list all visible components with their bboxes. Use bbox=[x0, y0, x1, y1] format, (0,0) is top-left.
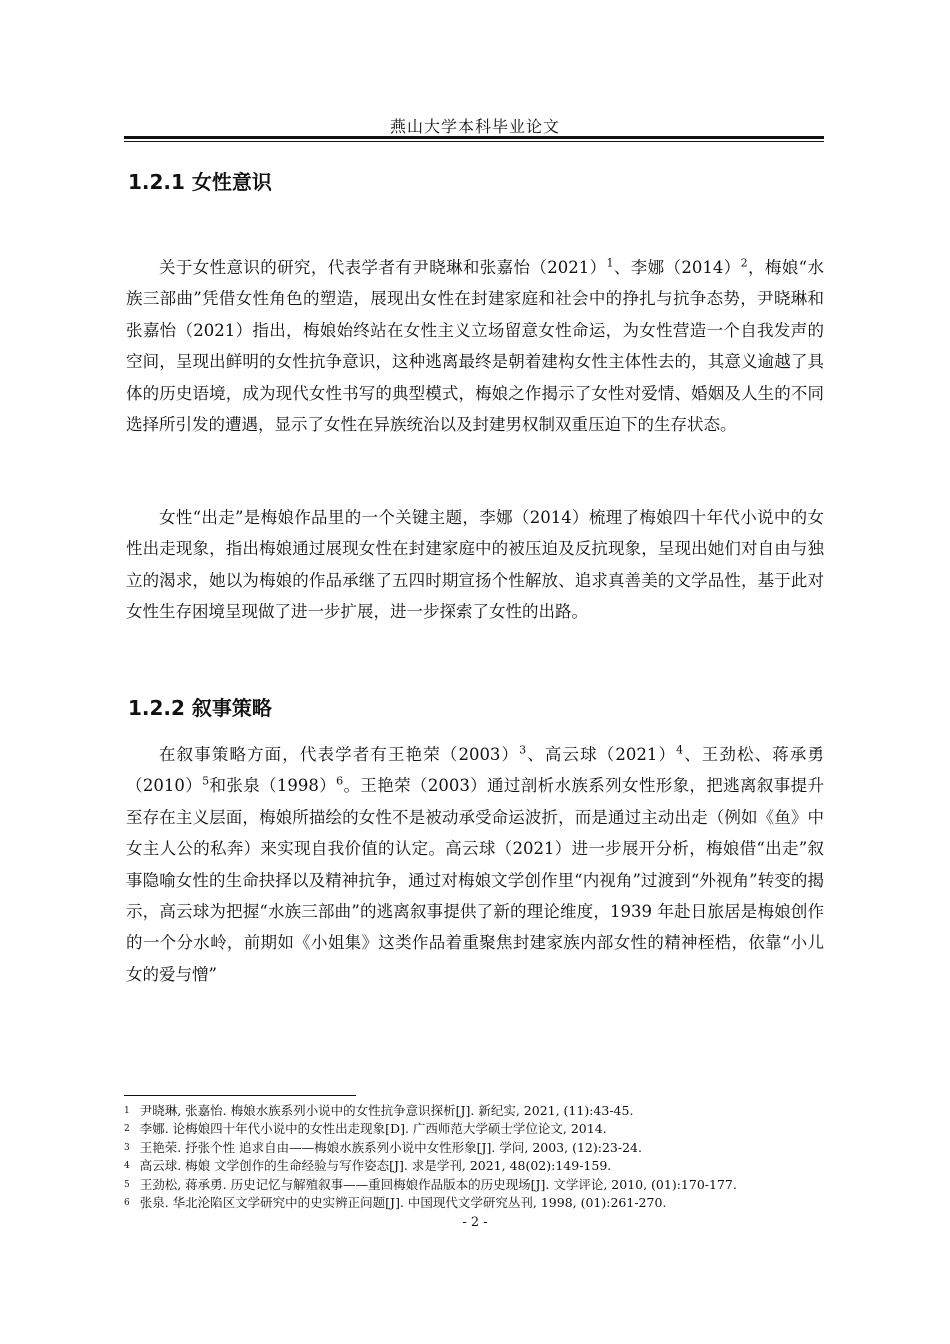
header-rule-thick bbox=[124, 136, 824, 139]
paragraph-text: 女性“出走”是梅娘作品里的一个关键主题，李娜（2014）梳理了梅娘四十年代小说中的女性出走现象，指出梅娘通过展现女性在封建家庭中的被压迫及反抗现象，呈现出她们对自由与独立的渴求，她以为梅娘的作品承继了五四时期宣扬个性解放、追求真善美的文学品性，基于此对女性生存困境呈现做了进一步扩展，进一步探索了女性的出路。 bbox=[126, 508, 824, 622]
footnote-number: 2 bbox=[124, 1124, 130, 1135]
paragraph-female-consciousness-2 bbox=[126, 502, 824, 628]
thesis-header-title: 燕山大学本科毕业论文 bbox=[389, 117, 560, 136]
paragraph-text: 、高云球（2021） bbox=[526, 745, 677, 764]
paragraph-female-consciousness-1 bbox=[126, 252, 824, 440]
footnote-text: 高云球. 梅娘 文学创作的生命经验与写作姿态[J]. 求是学刊, 2021, 48(02):149-159. bbox=[139, 1158, 612, 1174]
footnote-separator bbox=[124, 1095, 356, 1096]
footnote-ref: 3 bbox=[519, 743, 527, 757]
paragraph-text: 在叙事策略方面，代表学者有王艳荣（2003） bbox=[159, 745, 520, 764]
footnote-text: 王艳荣. 抒张个性 追求自由——梅娘水族系列小说中女性形象[J]. 学问, 2003, (12):23-24. bbox=[139, 1139, 642, 1155]
footnote-ref: 5 bbox=[202, 774, 210, 788]
footnote-text: 尹晓琳, 张嘉怡. 梅娘水族系列小说中的女性抗争意识探析[J]. 新纪实, 2021, (11):43-45. bbox=[139, 1103, 634, 1118]
paragraph-text: 和张泉（1998） bbox=[209, 776, 337, 796]
footnote-number: 6 bbox=[124, 1198, 130, 1209]
paragraph-text: 、李娜（2014） bbox=[613, 258, 741, 277]
section-1-2-1-body-2 bbox=[126, 502, 824, 628]
footnote-number: 4 bbox=[124, 1161, 130, 1172]
page-number: - 2 - bbox=[462, 1215, 488, 1230]
footnote-item bbox=[124, 1194, 824, 1212]
paragraph-narrative-strategy-1 bbox=[126, 739, 824, 990]
footnote-item bbox=[124, 1139, 824, 1157]
footnote-item bbox=[124, 1102, 824, 1120]
footnote-ref: 6 bbox=[336, 774, 344, 788]
section-1-2-2-body bbox=[126, 739, 824, 990]
paragraph-text: ，梅娘“水族三部曲”凭借女性角色的塑造，展现出女性在封建家庭和社会中的挣扎与抗争态势，尹晓琳和张嘉怡（2021）指出，梅娘始终站在女性主义立场留意女性命运，为女性营造一个自我发声的空间，呈现出鲜明的女性抗争意识，这种逃离最终是朝着建构女性主体性去的，其意义逾越了具体的历史语境，成为现代女性书写的典型模式，梅娘之作揭示了女性对爱情、婚姻及人生的不同选择所引发的遭遇，显示了女性在异族统治以及封建男权制双重压迫下的生存状态。 bbox=[126, 258, 824, 435]
footnote-ref: 4 bbox=[676, 743, 684, 757]
footnote-ref: 1 bbox=[606, 256, 614, 270]
footnote-text: 李娜. 论梅娘四十年代小说中的女性出走现象[D]. 广西师范大学硕士学位论文, 2014. bbox=[139, 1121, 607, 1137]
section-heading-1-2-1: 1.2.1 女性意识 bbox=[128, 170, 272, 194]
paragraph-text: 关于女性意识的研究，代表学者有尹晓琳和张嘉怡（2021） bbox=[159, 258, 607, 277]
footnotes bbox=[124, 1102, 824, 1212]
paragraph-text: 。王艳荣（2003）通过剖析水族系列女性形象，把逃离叙事提升至存在主义层面，梅娘所描绘的女性不是被动承受命运波折，而是通过主动出走（例如《鱼》中女主人公的私奔）来实现自我价值的认定。高云球（2021）进一步展开分析，梅娘借“出走”叙事隐喻女性的生命抉择以及精神抗争，通过对梅娘文学创作里“内视角”过渡到“外视角”转变的揭示，高云球为把握“水族三部曲”的逃离叙事提供了新的理论维度，1939 年赴日旅居是梅娘创作的一个分水岭，前期如《小姐集》这类作品着重聚焦封建家族内部女性的精神桎梏，依靠“小儿女的爱与憎” bbox=[126, 776, 824, 984]
footnote-item bbox=[124, 1176, 824, 1194]
section-1-2-1-body bbox=[126, 252, 824, 440]
header-rule-thin bbox=[124, 141, 824, 142]
footnote-item bbox=[124, 1120, 824, 1138]
footnote-ref: 2 bbox=[740, 256, 748, 270]
footnote-number: 5 bbox=[124, 1179, 130, 1190]
footnote-number: 1 bbox=[124, 1106, 130, 1116]
footnote-item bbox=[124, 1157, 824, 1175]
section-heading-1-2-2: 1.2.2 叙事策略 bbox=[128, 696, 272, 720]
paragraph-text: 、王劲松、蒋承勇（2010） bbox=[126, 745, 824, 796]
footnote-text: 张泉. 华北沦陷区文学研究中的史实辨正问题[J]. 中国现代文学研究丛刊, 1998, (01):261-270. bbox=[139, 1195, 667, 1211]
footnote-number: 3 bbox=[124, 1142, 130, 1153]
footnote-text: 王劲松, 蒋承勇. 历史记忆与解殖叙事——重回梅娘作品版本的历史现场[J]. 文学评论, 2010, (01):170-177. bbox=[139, 1176, 737, 1192]
